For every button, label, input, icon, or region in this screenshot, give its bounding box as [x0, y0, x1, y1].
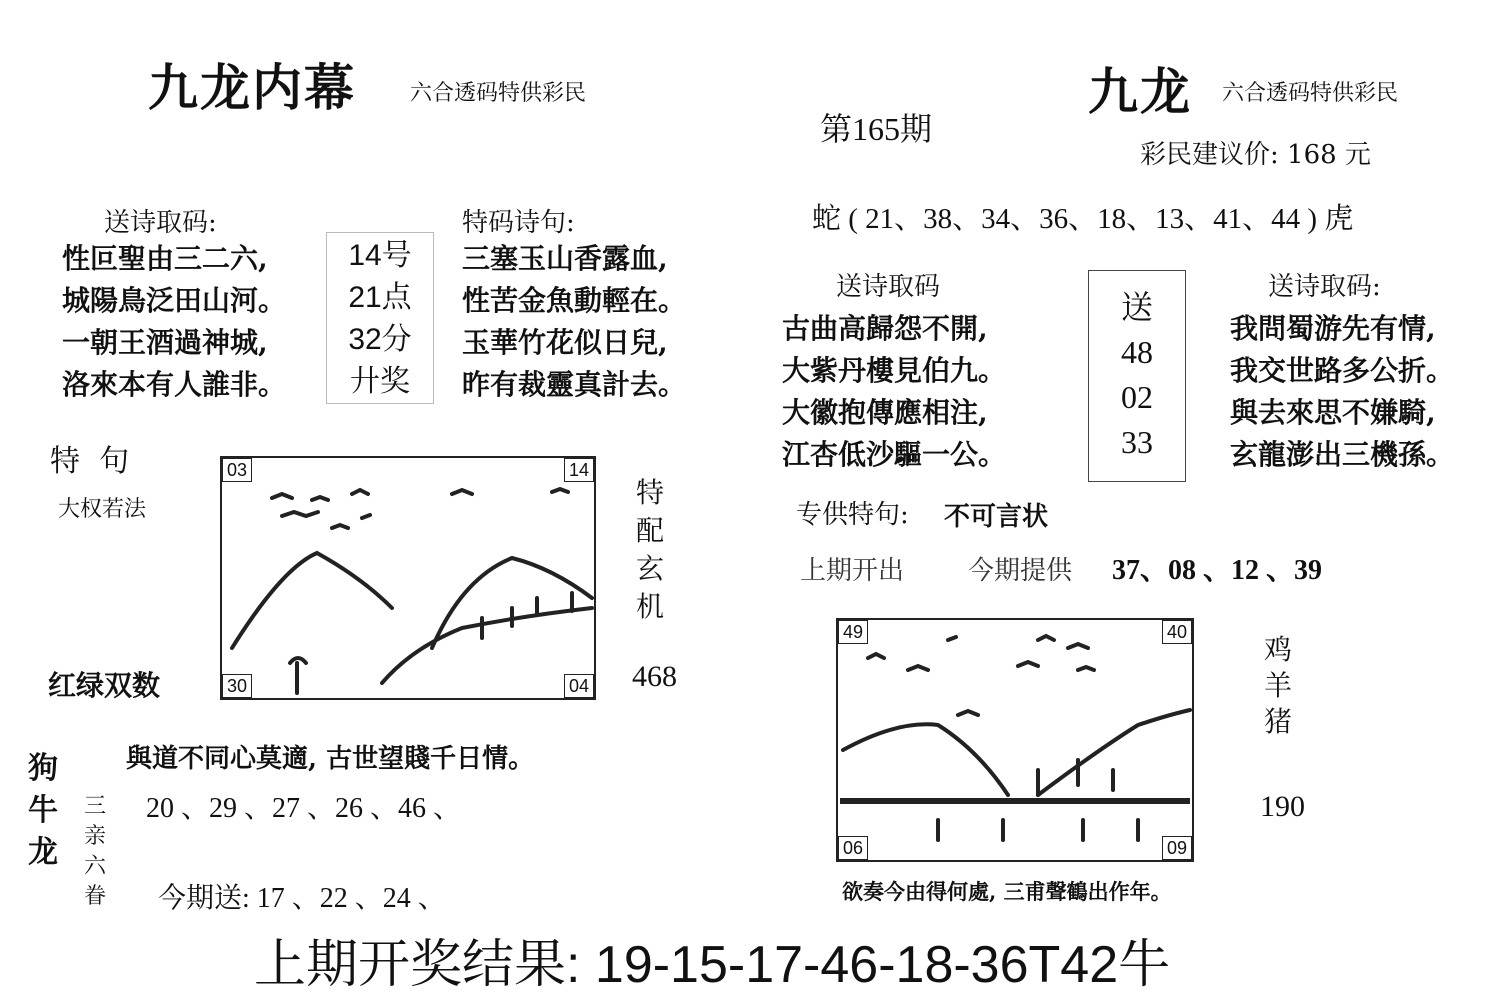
poem-line: 昨有裁靈真計去。 [462, 368, 687, 401]
poem-line: 大徽抱傳應相注, [782, 396, 988, 429]
last-result: 上期开奖结果: 19-15-17-46-18-36T42牛 [254, 936, 1171, 994]
right-poem-left [782, 308, 1006, 476]
corner-label: 03 [222, 458, 252, 482]
poem-line: 城陽鳥泛田山河。 [62, 284, 287, 317]
jinqi-label: 今期提供 [968, 556, 1073, 586]
poem-line: 玄龍澎出三機孫。 [1230, 438, 1455, 471]
left-verse: 與道不同心莫適, 古世望賤千日情。 [126, 744, 535, 774]
teju-label: 特 句 [50, 444, 130, 479]
poem-line: 江杏低沙驅一公。 [782, 438, 1007, 471]
right-poem-right [1230, 308, 1454, 476]
left-title: 九龙内幕 [148, 58, 356, 117]
teju-text: 大权若法 [58, 497, 147, 522]
corner-label: 30 [222, 674, 252, 698]
vertical-char: 亲 [84, 824, 107, 849]
song-line: 送 [1120, 289, 1153, 325]
poem-line: 洛來本有人誰非。 [62, 368, 287, 401]
vertical-char: 眷 [84, 884, 107, 909]
poem-line: 性苦金魚動輕在。 [462, 284, 687, 317]
poem-line: 古曲高歸怨不開, [782, 312, 988, 345]
landscape-drawing [222, 458, 594, 698]
landscape-drawing [838, 620, 1192, 860]
box-line: 21点 [348, 281, 412, 314]
right-subtitle: 六合透码特供彩民 [1222, 81, 1399, 106]
zhuangong-text: 不可言状 [944, 502, 1049, 532]
song-line: 02 [1121, 379, 1153, 415]
sanqin-numbers: 20 、29 、27 、26 、46 、 [146, 793, 462, 824]
tema-poem [462, 238, 686, 406]
poem-line: 三塞玉山香露血, [462, 242, 668, 275]
right-side-number: 190 [1260, 790, 1305, 823]
vertical-char: 三 [84, 794, 107, 819]
corner-label: 06 [838, 836, 868, 860]
price: 彩民建议价: 168 元 [1140, 140, 1371, 170]
box-line: 廾奖 [350, 365, 410, 398]
vertical-char: 特 [636, 476, 665, 509]
vertical-char: 配 [636, 514, 665, 547]
corner-label: 40 [1162, 620, 1192, 644]
poem-line: 我交世路多公折。 [1230, 354, 1455, 387]
right-poem-header-right: 送诗取码: [1268, 272, 1381, 302]
corner-label: 04 [564, 674, 594, 698]
right-title: 九龙 [1088, 62, 1192, 121]
corner-label: 14 [564, 458, 594, 482]
snake-line: 蛇 ( 21、38、34、36、18、13、41、44 ) 虎 [812, 203, 1354, 235]
vertical-char: 猪 [1264, 705, 1293, 738]
poem-line: 性叵聖由三二六, [62, 242, 268, 275]
left-landscape-picture [220, 456, 596, 700]
vertical-char: 狗 [28, 751, 58, 786]
corner-label: 49 [838, 620, 868, 644]
right-side-vertical [1264, 632, 1292, 740]
sanqin-vertical [84, 792, 106, 912]
hongly-text: 红绿双数 [48, 669, 161, 702]
right-poem-header-left: 送诗取码 [836, 272, 941, 302]
right-caption: 欲奏今由得何處, 三甫聲鶴出作年。 [842, 879, 1172, 904]
zhuangong-label: 专供特句: [796, 500, 909, 530]
animals-vertical [28, 748, 58, 874]
vertical-char: 玄 [636, 552, 665, 585]
jinqi-numbers: 37、08 、12 、39 [1112, 555, 1323, 586]
left-side-vertical [636, 474, 664, 626]
left-poem-header: 送诗取码: [104, 208, 217, 238]
poem-line: 玉華竹花似日兒, [462, 326, 668, 359]
left-number-box [326, 232, 434, 404]
vertical-char: 羊 [1264, 669, 1293, 702]
left-poem [62, 238, 286, 406]
vertical-char: 机 [636, 590, 665, 623]
left-subtitle: 六合透码特供彩民 [410, 81, 587, 106]
poem-line: 大紫丹樓見伯九。 [782, 354, 1007, 387]
vertical-char: 鸡 [1264, 633, 1293, 666]
vertical-char: 牛 [28, 793, 58, 828]
issue-number: 第165期 [820, 111, 933, 147]
right-landscape-picture [836, 618, 1194, 862]
box-line: 14号 [348, 239, 412, 272]
box-line: 32分 [348, 323, 412, 356]
song-line: 48 [1121, 334, 1153, 370]
poem-line: 與去來思不嫌騎, [1230, 396, 1436, 429]
poem-line: 我問蜀游先有情, [1230, 312, 1436, 345]
poem-line: 一朝王酒過神城, [62, 326, 268, 359]
song-box [1088, 270, 1186, 482]
last-label: 上期开出 [800, 556, 905, 586]
vertical-char: 六 [84, 854, 107, 879]
tema-header: 特码诗句: [462, 208, 575, 238]
corner-label: 09 [1162, 836, 1192, 860]
left-side-number: 468 [632, 660, 677, 693]
vertical-char: 龙 [28, 835, 58, 870]
song-line: 33 [1121, 424, 1153, 460]
jinqi-song: 今期送: 17 、22 、24 、 [158, 883, 446, 914]
